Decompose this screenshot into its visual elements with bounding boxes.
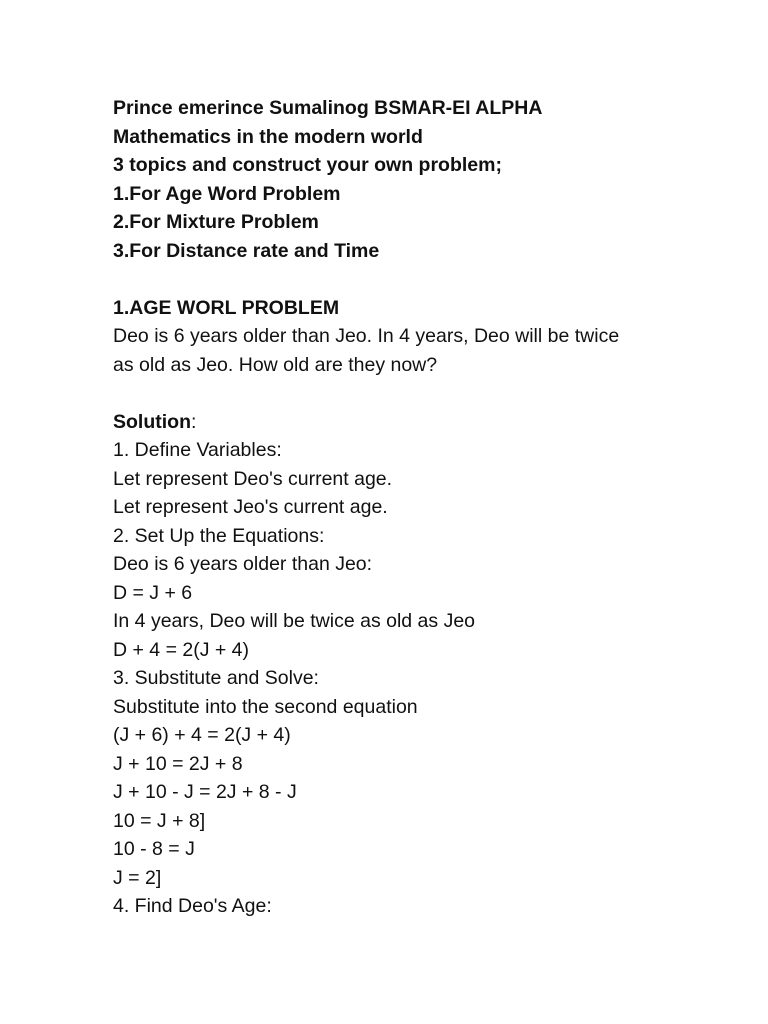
- solution-heading: [113, 408, 733, 437]
- solution-step: 1. Define Variables:: [113, 439, 282, 461]
- instructions-line: 3 topics and construct your own problem;: [113, 154, 502, 176]
- problem-heading: 1.AGE WORL PROBLEM: [113, 296, 340, 319]
- problem-statement-line: as old as Jeo. How old are they now?: [113, 353, 438, 376]
- header-block: [113, 94, 733, 265]
- solution-step: Let represent Deo's current age.: [113, 467, 393, 490]
- solution-step: 2. Set Up the Equations:: [113, 524, 325, 547]
- solution-equation: (J + 6) + 4 = 2(J + 4): [113, 724, 291, 746]
- solution-equation: J = 2]: [113, 866, 162, 889]
- problem-block: [113, 294, 733, 380]
- problem-statement-line: Deo is 6 years older than Jeo. In 4 years, Deo will be twice: [113, 325, 620, 347]
- paragraph-gap: [113, 379, 733, 408]
- solution-step: 4. Find Deo's Age:: [113, 895, 272, 917]
- solution-step: 3. Substitute and Solve:: [113, 667, 319, 689]
- paragraph-gap: [113, 265, 733, 294]
- solution-equation: J + 10 = 2J + 8: [113, 752, 243, 775]
- solution-equation: D = J + 6: [113, 581, 193, 604]
- author-line: Prince emerince Sumalinog BSMAR-EI ALPHA: [113, 97, 543, 119]
- topic-item-distance: 3.For Distance rate and Time: [113, 239, 380, 262]
- solution-label: Solution: [113, 410, 191, 433]
- solution-step: In 4 years, Deo will be twice as old as Jeo: [113, 610, 476, 632]
- solution-equation: D + 4 = 2(J + 4): [113, 638, 250, 661]
- solution-equation: J + 10 - J = 2J + 8 - J: [113, 781, 297, 803]
- solution-equation: 10 = J + 8]: [113, 809, 206, 832]
- topic-item-age: 1.For Age Word Problem: [113, 182, 341, 205]
- solution-equation: 10 - 8 = J: [113, 838, 195, 860]
- solution-colon: :: [190, 410, 197, 433]
- solution-step: Deo is 6 years older than Jeo:: [113, 553, 373, 575]
- course-line: Mathematics in the modern world: [113, 125, 423, 148]
- solution-step: Substitute into the second equation: [113, 695, 418, 718]
- solution-step: Let represent Jeo's current age.: [113, 496, 388, 518]
- solution-block: [113, 408, 733, 921]
- document-page: [113, 94, 733, 921]
- topic-item-mixture: 2.For Mixture Problem: [113, 211, 319, 233]
